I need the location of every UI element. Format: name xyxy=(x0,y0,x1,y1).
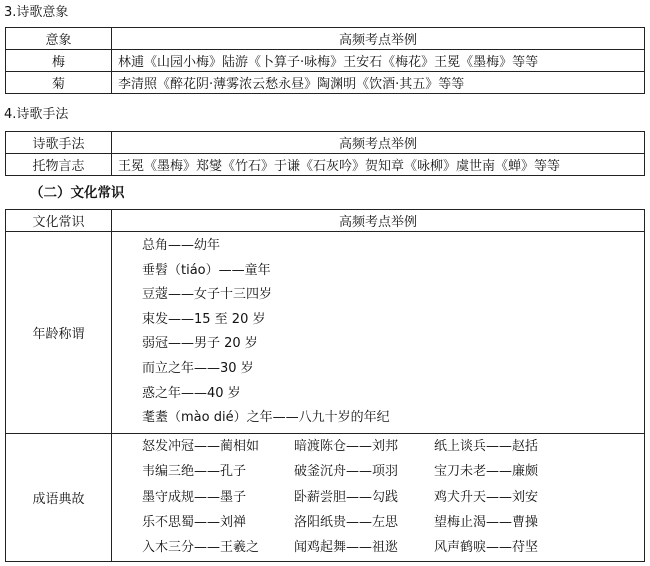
section3-heading: 3.诗歌意象 xyxy=(4,5,69,20)
idiom-item: 闻鸡起舞——祖逖 xyxy=(294,540,399,556)
technique-label: 托物言志 xyxy=(6,154,112,176)
imagery-label: 菊 xyxy=(6,72,112,94)
list-item: 垂髫（tiáo）——童年 xyxy=(142,262,271,278)
imagery-examples: 林逋《山园小梅》陆游《卜算子·咏梅》王安石《梅花》王冕《墨梅》等等 xyxy=(112,50,645,72)
age-terms-label: 年龄称谓 xyxy=(6,232,112,434)
table-row xyxy=(6,433,645,561)
section4-heading: 4.诗歌手法 xyxy=(4,107,69,122)
idiom-item: 破釜沉舟——项羽 xyxy=(294,464,399,480)
technique-table xyxy=(5,131,645,176)
culture-heading: （二）文化常识 xyxy=(30,185,125,201)
list-item: 束发——15 至 20 岁 xyxy=(142,311,266,327)
imagery-examples: 李清照《醉花阴·薄雾浓云愁永昼》陶渊明《饮酒·其五》等等 xyxy=(112,72,645,94)
imagery-header-label: 意象 xyxy=(6,28,112,50)
imagery-label: 梅 xyxy=(6,50,112,72)
idiom-item: 乐不思蜀——刘禅 xyxy=(142,514,247,530)
idioms-cell xyxy=(112,433,645,561)
idiom-item: 卧薪尝胆——勾践 xyxy=(294,489,399,505)
technique-header-examples: 高频考点举例 xyxy=(112,132,645,154)
technique-header-label: 诗歌手法 xyxy=(6,132,112,154)
idiom-item: 望梅止渴——曹操 xyxy=(434,514,539,530)
culture-header-label: 文化常识 xyxy=(6,210,112,232)
table-row xyxy=(6,72,645,94)
table-row xyxy=(6,154,645,176)
idiom-item: 暗渡陈仓——刘邦 xyxy=(294,438,399,454)
list-item: 惑之年——40 岁 xyxy=(142,385,241,401)
imagery-table xyxy=(5,27,645,94)
idiom-item: 纸上谈兵——赵括 xyxy=(434,438,539,454)
list-item: 弱冠——男子 20 岁 xyxy=(142,336,258,352)
list-item: 而立之年——30 岁 xyxy=(142,360,254,376)
idiom-item: 韦编三绝——孔子 xyxy=(142,464,247,480)
idiom-item: 怒发冲冠——蔺相如 xyxy=(142,438,260,454)
list-item: 豆蔻——女子十三四岁 xyxy=(142,287,273,303)
culture-table xyxy=(5,209,645,562)
list-item: 总角——幼年 xyxy=(142,238,221,253)
idiom-item: 风声鹤唳——苻坚 xyxy=(434,540,539,556)
idiom-item: 入木三分——王羲之 xyxy=(142,540,260,556)
idiom-item: 洛阳纸贵——左思 xyxy=(294,514,399,530)
idiom-item: 宝刀未老——廉颇 xyxy=(434,464,539,480)
age-terms-cell xyxy=(112,232,645,434)
idioms-label: 成语典故 xyxy=(6,433,112,561)
table-row xyxy=(6,50,645,72)
culture-header-examples: 高频考点举例 xyxy=(112,210,645,232)
idiom-item: 墨守成规——墨子 xyxy=(142,489,247,505)
table-row xyxy=(6,232,645,434)
idiom-item: 鸡犬升天——刘安 xyxy=(434,489,539,505)
list-item: 耄耋（mào dié）之年——八九十岁的年纪 xyxy=(142,410,390,426)
technique-examples: 王冕《墨梅》郑燮《竹石》于谦《石灰吟》贺知章《咏柳》虞世南《蝉》等等 xyxy=(112,154,645,176)
imagery-header-examples: 高频考点举例 xyxy=(112,28,645,50)
